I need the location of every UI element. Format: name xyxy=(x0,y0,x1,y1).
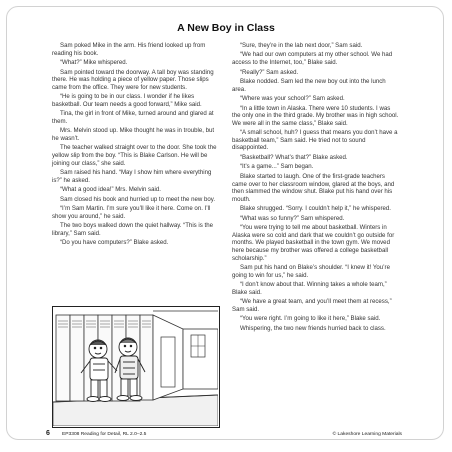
story-paragraph: Blake shrugged. “Sorry. I couldn’t help it,” he whispered. xyxy=(240,205,391,213)
story-paragraph: “What a good idea!” Mrs. Melvin said. xyxy=(60,186,161,194)
story-paragraph: “In a little town in Alaska. There were 10 students. I was the only one in the third grade. My brother was in high school. We were all in the same class,” Blake said. xyxy=(232,104,399,127)
story-paragraph: Sam poked Mike in the arm. His friend looked up from reading his book. xyxy=(52,42,206,57)
story-paragraph: “We have a great team, and you’ll meet them at recess,” Sam said. xyxy=(232,298,392,313)
story-title: A New Boy in Class xyxy=(177,22,275,34)
story-paragraph: “He is going to be in our class. I wonder if he likes basketball. Our team needs a good forward,” Mike said. xyxy=(52,93,202,108)
story-paragraph: Sam raised his hand. “May I show him where everything is?” he asked. xyxy=(52,169,212,184)
story-paragraph: “I’m Sam Martin. I’m sure you’ll like it here. Come on. I’ll show you around,” he said. xyxy=(52,205,211,220)
story-paragraph: The two boys walked down the quiet hallway. “This is the library,” Sam said. xyxy=(52,222,213,237)
story-paragraph: Blake started to laugh. One of the first-grade teachers came over to her classroom window, glared at the boys, and then slammed the window shut. Blake put his hand over his mouth. xyxy=(232,172,395,203)
story-paragraph: “Do you have computers?” Blake asked. xyxy=(60,239,169,247)
left-column xyxy=(52,42,222,249)
story-paragraph: Sam pointed toward the doorway. A tall boy was standing there. He was holding a piece of yellow paper. Those slips came from the office. They were for new students. xyxy=(52,68,214,91)
story-paragraph: “Really?” Sam asked. xyxy=(240,68,299,76)
page-number: 6 xyxy=(46,430,50,437)
story-paragraph: The teacher walked straight over to the door. She took the yellow slip from the boy. “This is Blake Carlson. He will be joining our class,” she said. xyxy=(52,144,217,167)
story-paragraph: “Where was your school?” Sam asked. xyxy=(240,95,345,103)
story-paragraph: Whispering, the two new friends hurried back to class. xyxy=(240,324,386,332)
copyright: © Lakeshore Learning Materials xyxy=(332,432,402,437)
story-paragraph: Mrs. Melvin stood up. Mike thought he was in trouble, but he wasn’t. xyxy=(52,127,215,142)
story-paragraph: “Basketball? What’s that?” Blake asked. xyxy=(240,153,348,161)
story-paragraph: “A small school, huh? I guess that means you don’t have a basketball team,” Sam said. He tried not to sound disappointed. xyxy=(232,129,398,152)
story-paragraph: “What was so funny?” Sam whispered. xyxy=(240,214,345,222)
right-column xyxy=(232,42,400,334)
boys-in-hallway-drawing xyxy=(53,307,218,426)
story-paragraph: Tina, the girl in front of Mike, turned around and glared at them. xyxy=(52,110,214,125)
story-paragraph: Sam put his hand on Blake’s shoulder. “I knew it! You’re going to win for us,” he said. xyxy=(232,264,390,279)
hallway-illustration xyxy=(52,306,220,428)
product-code: EP3308 Reading for Detail, RL 2.0–2.5 xyxy=(62,432,147,437)
story-paragraph: “You were right. I’m going to like it here,” Blake said. xyxy=(240,315,381,323)
story-paragraph: “It’s a game...” Sam began. xyxy=(240,163,314,171)
story-paragraph: “I don’t know about that. Winning takes a whole team,” Blake said. xyxy=(232,281,387,296)
story-paragraph: “We had our own computers at my other school. We had access to the Internet, too,” Blake said. xyxy=(232,51,393,67)
story-paragraph: Sam closed his book and hurried up to meet the new boy. xyxy=(60,195,216,203)
story-paragraph: Blake nodded. Sam led the new boy out into the lunch area. xyxy=(232,78,386,93)
story-paragraph: “You were trying to tell me about basketball. Winters in Alaska were so cold and dark that we couldn’t go outside for months. We played basketball in the town gym. We moved here because my brother was offered a college basketball scholarship.” xyxy=(232,224,395,262)
story-paragraph: “What?” Mike whispered. xyxy=(60,59,128,67)
story-paragraph: “Sure, they’re in the lab next door,” Sam said. xyxy=(240,42,363,49)
